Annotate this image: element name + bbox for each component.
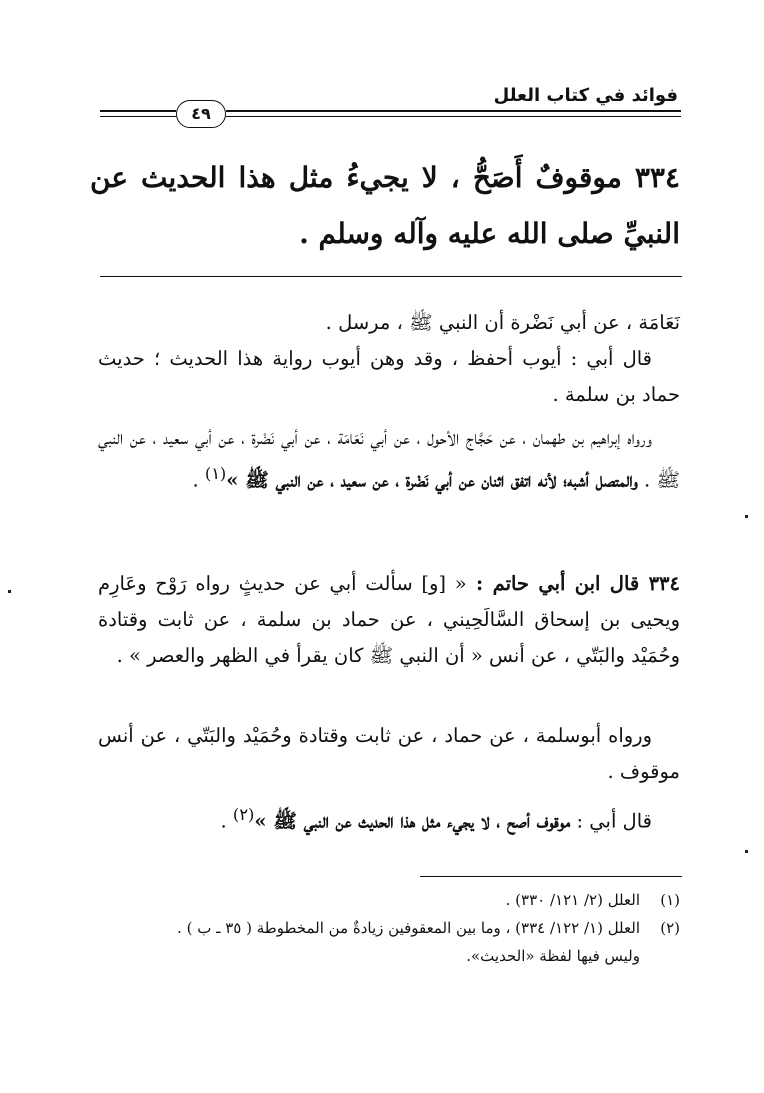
paragraph-6 [98, 797, 680, 840]
footnote-ref-2: (٢) [232, 805, 255, 824]
scan-speck [745, 850, 748, 853]
paragraph-3-end: . [192, 468, 205, 492]
footnote-1-mark: (١) [660, 891, 680, 909]
paragraph-6-end: . [220, 809, 233, 833]
paragraph-3 [98, 420, 680, 499]
footnote-1-text: العلل (٢/ ١٢١/ ٣٣٠) . [505, 891, 640, 909]
paragraph-4-bold: قال ابن أبي حاتم : [466, 572, 649, 595]
paragraph-3-bold: والمتصل أشبه؛ لأنه اتفق اثنان عن أبي نَضْرة ، عن سعيد ، عن النبي ﷺ » [226, 468, 638, 492]
footnote-divider [420, 876, 682, 877]
footnote-ref-1: (١) [204, 464, 227, 483]
scan-speck [745, 515, 748, 518]
heading-divider [100, 276, 682, 277]
section-heading: ٣٣٤ موقوفٌ أَصَحُّ ، لا يجيءُ مثل هذا الحديث عن النبيِّ صلى الله عليه وآله وسلم . [90, 161, 680, 250]
paragraph-4-text: « [و] سألت أبي عن حديثٍ رواه رَوْح وعَارِم ويحيى بن إسحاق السَّالَحِيني ، عن حماد بن سلمة ، عن ثابت وقتادة وحُمَيْد والبَتّي ، عن أنس « أن النبي ﷺ كان يقرأ في الظهر والعصر » . [98, 572, 680, 667]
header-rule-right [226, 110, 681, 117]
header-rule-left [100, 110, 176, 117]
footnote-1 [98, 886, 680, 914]
entry-number: ٣٣٤ [648, 572, 680, 595]
paragraph-1: نَعَامَة ، عن أبي نَضْرة أن النبي ﷺ ، مرسل . [325, 311, 680, 334]
footnote-2-text: العلل (١/ ١٢٢/ ٣٣٤) ، وما بين المعقوفين زيادةٌ من المخطوطة ( ٣٥ ـ ب ) . [177, 919, 640, 937]
paragraph-6-bold: موقوف أصح ، لا يجيء مثل هذا الحديث عن النبي ﷺ » [254, 809, 571, 833]
paragraph-5: ورواه أبوسلمة ، عن حماد ، عن ثابت وقتادة وحُمَيْد والبَتّي ، عن أنس موقوف . [98, 724, 680, 783]
paragraph-2: قال أبي : أيوب أحفظ ، وقد وهن أيوب رواية هذا الحديث ؛ حديث حماد بن سلمة . [98, 347, 680, 406]
paragraph-6-text: قال أبي : [570, 809, 652, 833]
paragraph-4 [98, 566, 680, 674]
scan-speck [8, 590, 11, 593]
page-number: ٤٩ [176, 100, 226, 128]
footnote-2-mark: (٢) [660, 919, 680, 937]
paragraph-3-text: ورواه إبراهيم بن طهمان ، عن حَجَّاج الأحول ، عن أبي نَعَامَة ، عن أبي نَضْرة ، عن أبي سعيد ، عن النبي ﷺ . [98, 426, 680, 492]
footnote-2-continued: وليس فيها لفظة «الحديث». [466, 947, 640, 965]
running-title: فوائد في كتاب العلل [493, 85, 678, 106]
footnotes [98, 886, 680, 970]
footnote-2 [98, 914, 680, 942]
